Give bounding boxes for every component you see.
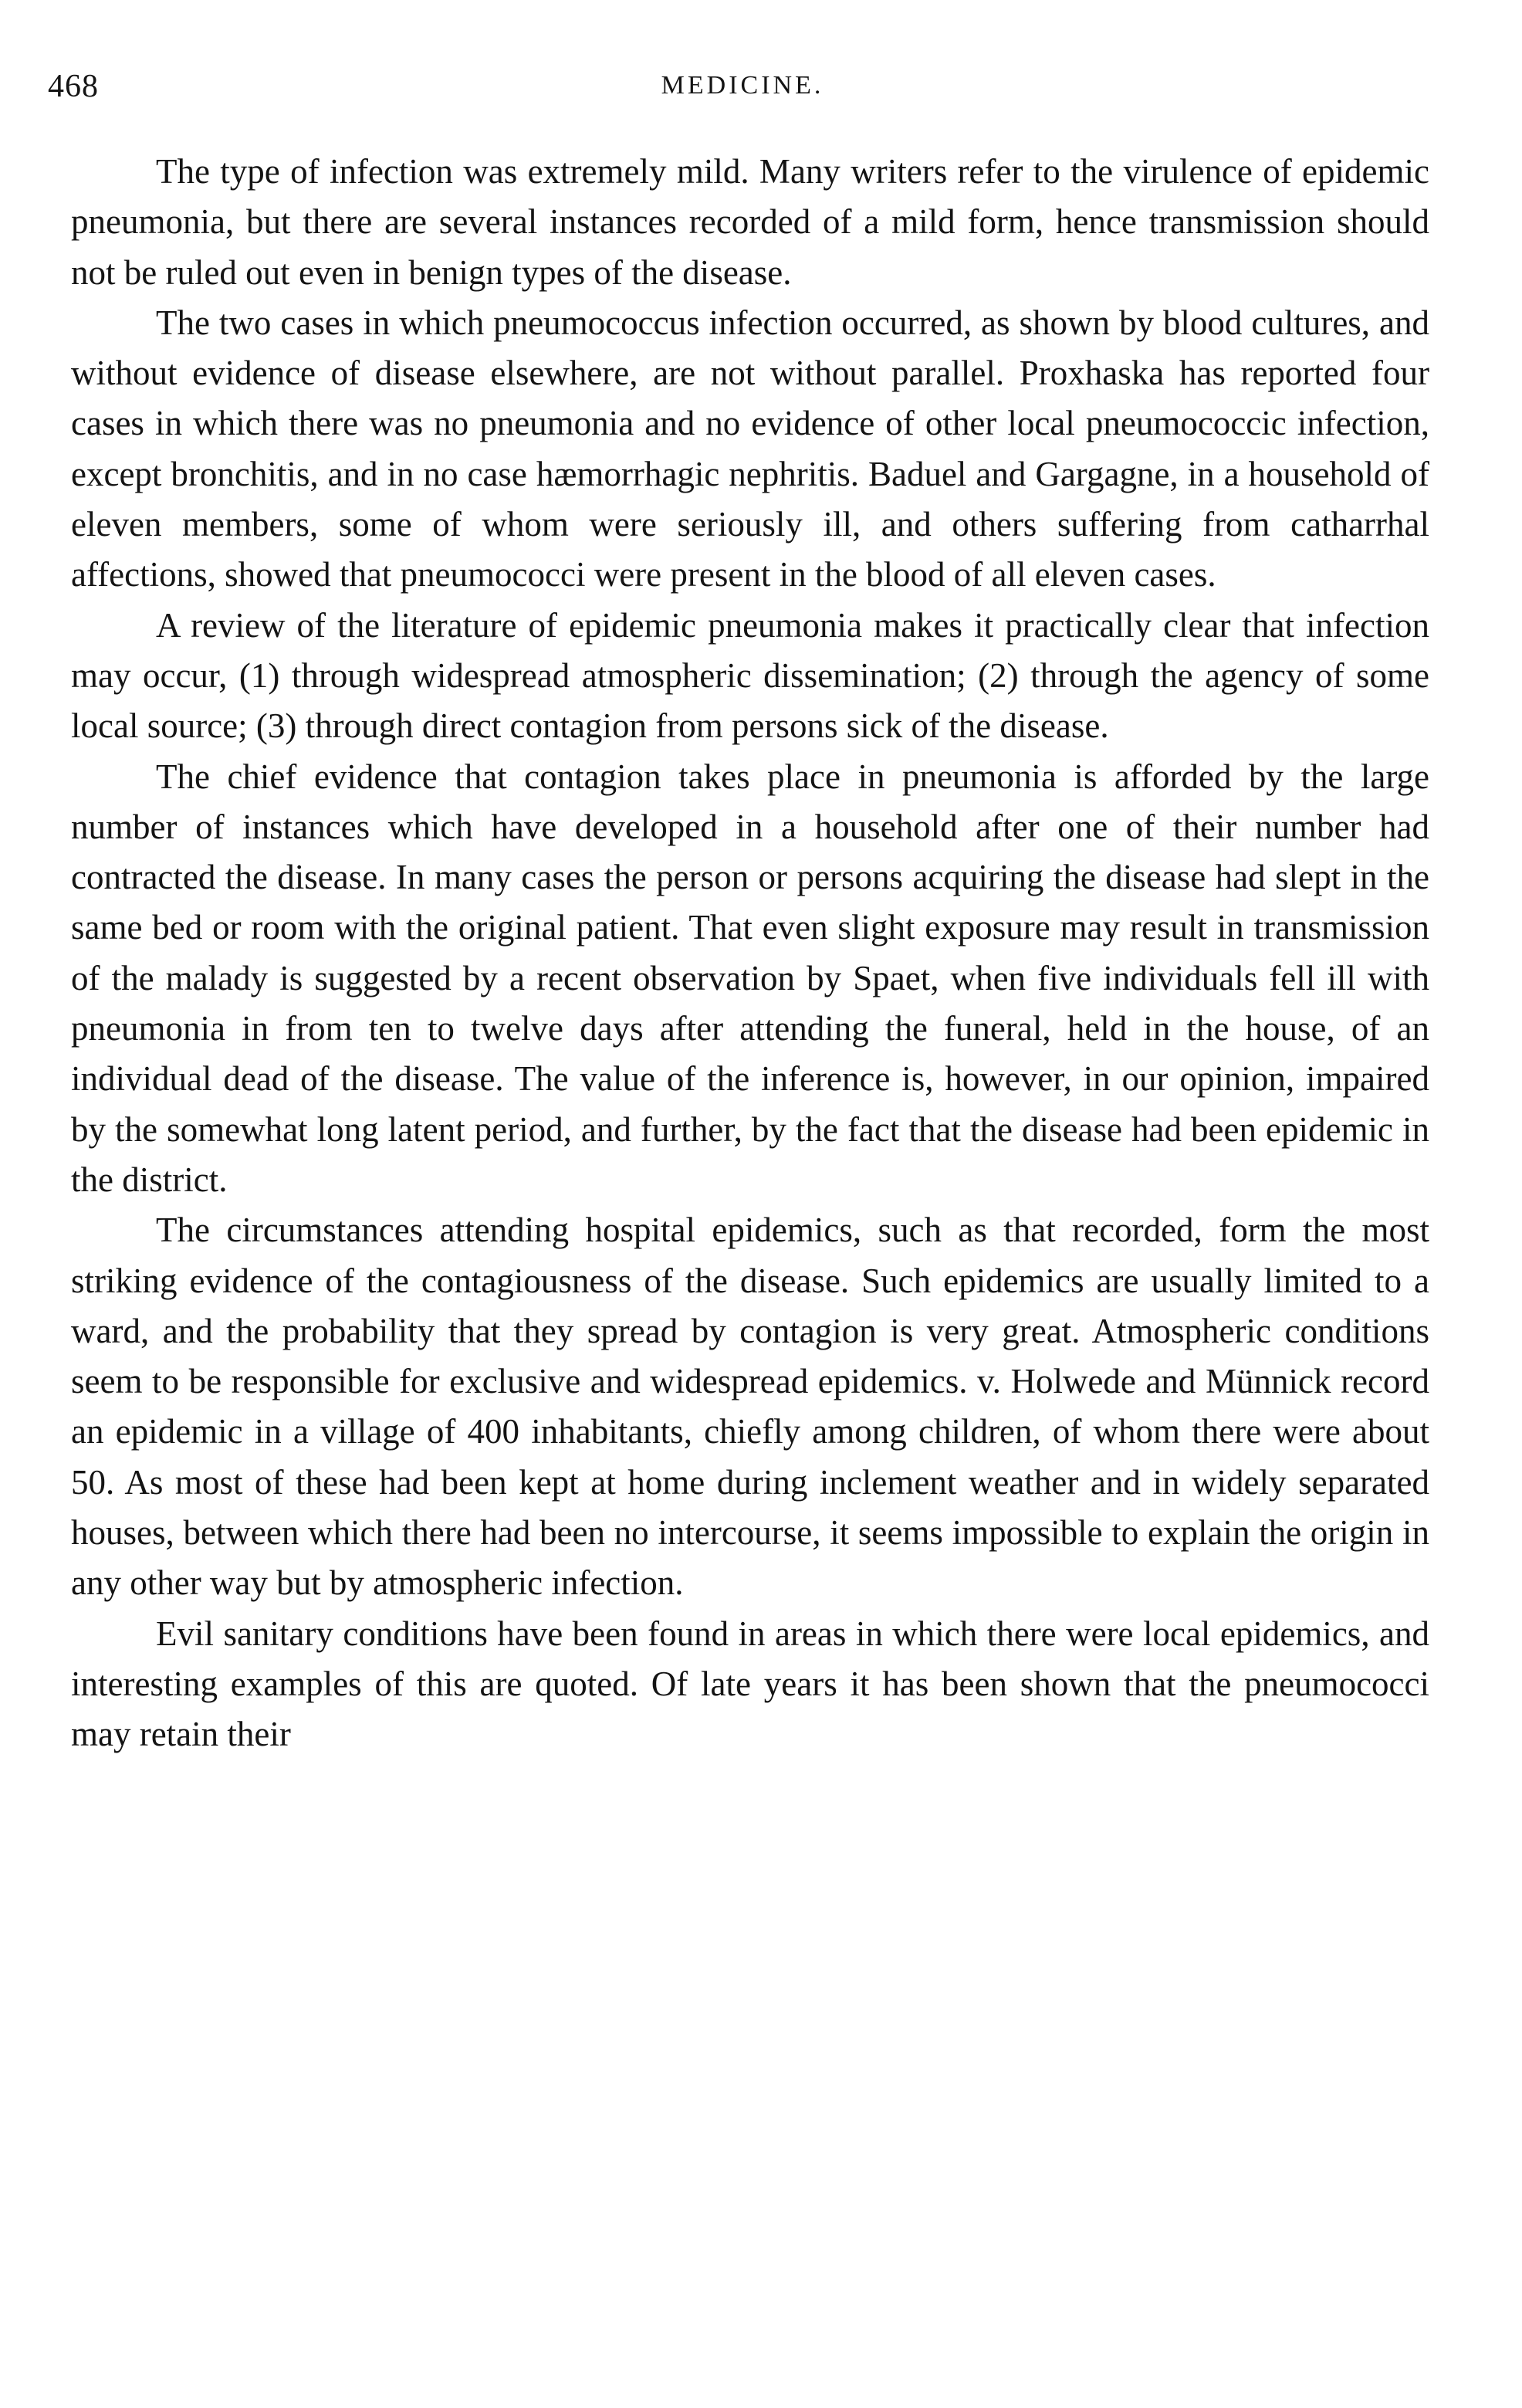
paragraph-hospital-epidemics: The circumstances attending hospital epidemics, such as that recorded, form the most striking evidence of the contagiousness of the disease. Such epidemics are usually limited to a ward, and the probability that they spread by contagion is very great. Atmospheric conditions seem to be responsible for exclusive and widespread epidemics. v. Holwede and Münnick record an epidemic in a village of 400 inhabitants, chiefly among children, of whom there were about 50. As most of these had been kept at home during inclement weather and in widely separated houses, between which there had been no intercourse, it seems impossible to explain the origin in any other way but by atmospheric infection.: [71, 1211, 1429, 1603]
paragraph-mild-infection: The type of infection was extremely mild. Many writers refer to the virulence of epidemic pneumonia, but there are several instances recorded of a mild form, hence transmission should not be ruled out even in benign types of the disease.: [71, 152, 1429, 292]
paragraph-literature-review: A review of the literature of epidemic pneumonia makes it practically clear that infection may occur, (1) through widespread atmospheric dissemination; (2) through the agency of some local source; (3) through direct contagion from persons sick of the disease.: [71, 605, 1429, 746]
running-head: MEDICINE.: [661, 71, 824, 100]
paragraph-pneumococcus-cases: The two cases in which pneumococcus infection occurred, as shown by blood cultures, and without evidence of disease elsewhere, are not without parallel. Proxhaska has reported four cases in which there was no pneumonia and no evidence of other local pneumococcic infection, except bronchitis, and in no case hæmorrhagic nephritis. Baduel and Gargagne, in a household of eleven members, some of whom were seriously ill, and others suffering from catharrhal affections, showed that pneumococci were present in the blood of all eleven cases.: [71, 303, 1429, 594]
page-header: [48, 68, 1437, 114]
page-body: [71, 147, 1429, 1760]
paragraph-sanitary-conditions: Evil sanitary conditions have been found in areas in which there were local epidemics, and interesting examples of this are quoted. Of late years it has been shown that the pneumococci may retain their: [71, 1614, 1429, 1754]
page-number: 468: [48, 69, 99, 104]
paragraph-contagion-evidence: The chief evidence that contagion takes place in pneumonia is afforded by the large number of instances which have developed in a household after one of their number had contracted the disease. In many cases the person or persons acquiring the disease had slept in the same bed or room with the original patient. That even slight exposure may result in transmission of the malady is suggested by a recent observation by Spaet, when five individuals fell ill with pneumonia in from ten to twelve days after attending the funeral, held in the house, of an individual dead of the disease. The value of the inference is, however, in our opinion, impaired by the somewhat long latent period, and further, by the fact that the disease had been epidemic in the district.: [71, 757, 1429, 1199]
